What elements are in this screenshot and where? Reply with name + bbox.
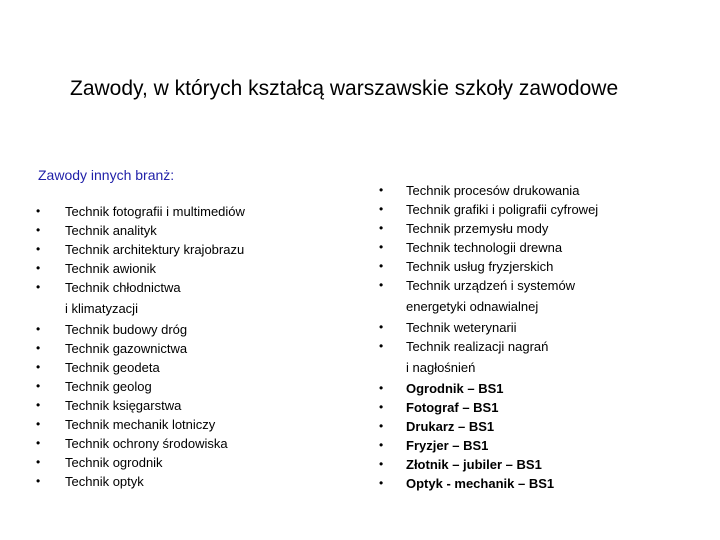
list-item-text: Technik realizacji nagrań xyxy=(406,339,549,354)
list-item-text: Technik urządzeń i systemów xyxy=(406,278,576,293)
list-item xyxy=(36,202,335,221)
bullet-icon: • xyxy=(379,278,384,292)
section-subtitle: Zawody innych branż: xyxy=(38,167,175,183)
list-item xyxy=(36,339,335,358)
bullet-icon: • xyxy=(379,240,384,254)
list-item-text: Technik ogrodnik xyxy=(65,455,163,470)
left-occupation-list xyxy=(36,202,335,491)
list-item xyxy=(36,377,335,396)
bullet-icon: • xyxy=(36,379,41,393)
bullet-icon: • xyxy=(379,438,384,452)
list-item-text: Technik awionik xyxy=(65,261,157,276)
list-item xyxy=(379,219,706,238)
list-item-text: Technik technologii drewna xyxy=(406,240,563,255)
bullet-icon: • xyxy=(36,398,41,412)
list-item xyxy=(36,320,335,339)
bullet-icon: • xyxy=(379,381,384,395)
bullet-icon: • xyxy=(379,183,384,197)
list-item-text: Fryzjer – BS1 xyxy=(406,438,489,453)
list-item xyxy=(379,398,706,417)
list-item-text: Fotograf – BS1 xyxy=(406,400,499,415)
list-item xyxy=(379,417,706,436)
list-item-text: Technik ochrony środowiska xyxy=(65,436,228,451)
bullet-icon: • xyxy=(36,341,41,355)
list-item xyxy=(379,455,706,474)
list-item xyxy=(36,472,335,491)
list-item-text: Technik geolog xyxy=(65,379,152,394)
bullet-icon: • xyxy=(36,322,41,336)
list-item xyxy=(36,259,335,278)
bullet-icon: • xyxy=(36,455,41,469)
bullet-icon: • xyxy=(36,261,41,275)
list-item-text: Ogrodnik – BS1 xyxy=(406,381,504,396)
list-item xyxy=(36,221,335,240)
right-occupation-list xyxy=(379,181,706,493)
list-item xyxy=(379,436,706,455)
list-item xyxy=(379,337,706,379)
bullet-icon: • xyxy=(36,417,41,431)
bullet-icon: • xyxy=(36,360,41,374)
list-item-text: i nagłośnień xyxy=(406,360,476,375)
list-item-text: Technik chłodnictwa xyxy=(65,280,181,295)
list-item xyxy=(36,415,335,434)
list-item-text: Technik mechanik lotniczy xyxy=(65,417,216,432)
page-title: Zawody, w których kształcą warszawskie szkoły zawodowe xyxy=(70,77,619,100)
bullet-icon: • xyxy=(36,474,41,488)
bullet-icon: • xyxy=(379,457,384,471)
list-item-text: Technik usług fryzjerskich xyxy=(406,259,554,274)
list-item xyxy=(379,318,706,337)
list-item-text: Technik księgarstwa xyxy=(65,398,182,413)
list-item-text: i klimatyzacji xyxy=(65,301,138,316)
list-item-text: Technik gazownictwa xyxy=(65,341,188,356)
list-item-text: Technik budowy dróg xyxy=(65,322,188,337)
list-item-text: Technik przemysłu mody xyxy=(406,221,549,236)
list-item xyxy=(36,240,335,259)
list-item-text: Technik analityk xyxy=(65,223,157,238)
list-item xyxy=(379,379,706,398)
bullet-icon: • xyxy=(379,202,384,216)
list-item xyxy=(379,200,706,219)
bullet-icon: • xyxy=(379,419,384,433)
list-item-text: Drukarz – BS1 xyxy=(406,419,495,434)
bullet-icon: • xyxy=(379,320,384,334)
bullet-icon: • xyxy=(379,476,384,490)
bullet-icon: • xyxy=(36,204,41,218)
list-item-text: Technik weterynarii xyxy=(406,320,517,335)
list-item-text: Technik architektury krajobrazu xyxy=(65,242,245,257)
list-item xyxy=(36,434,335,453)
list-item-text: Technik optyk xyxy=(65,474,144,489)
list-item-text: Technik procesów drukowania xyxy=(406,183,580,198)
list-item-text: energetyki odnawialnej xyxy=(406,299,539,314)
list-item xyxy=(36,396,335,415)
bullet-icon: • xyxy=(379,259,384,273)
list-item-text: Technik grafiki i poligrafii cyfrowej xyxy=(406,202,599,217)
bullet-icon: • xyxy=(36,280,41,294)
list-item-text: Technik geodeta xyxy=(65,360,160,375)
bullet-icon: • xyxy=(36,223,41,237)
list-item xyxy=(379,474,706,493)
list-item xyxy=(379,257,706,276)
list-item xyxy=(379,181,706,200)
list-item-text: Technik fotografii i multimediów xyxy=(65,204,245,219)
bullet-icon: • xyxy=(36,242,41,256)
list-item-text: Złotnik – jubiler – BS1 xyxy=(406,457,542,472)
list-item xyxy=(379,276,706,318)
list-item xyxy=(36,453,335,472)
bullet-icon: • xyxy=(379,339,384,353)
bullet-icon: • xyxy=(36,436,41,450)
list-item xyxy=(36,358,335,377)
bullet-icon: • xyxy=(379,221,384,235)
list-item xyxy=(379,238,706,257)
bullet-icon: • xyxy=(379,400,384,414)
list-item xyxy=(36,278,335,320)
list-item-text: Optyk - mechanik – BS1 xyxy=(406,476,555,491)
